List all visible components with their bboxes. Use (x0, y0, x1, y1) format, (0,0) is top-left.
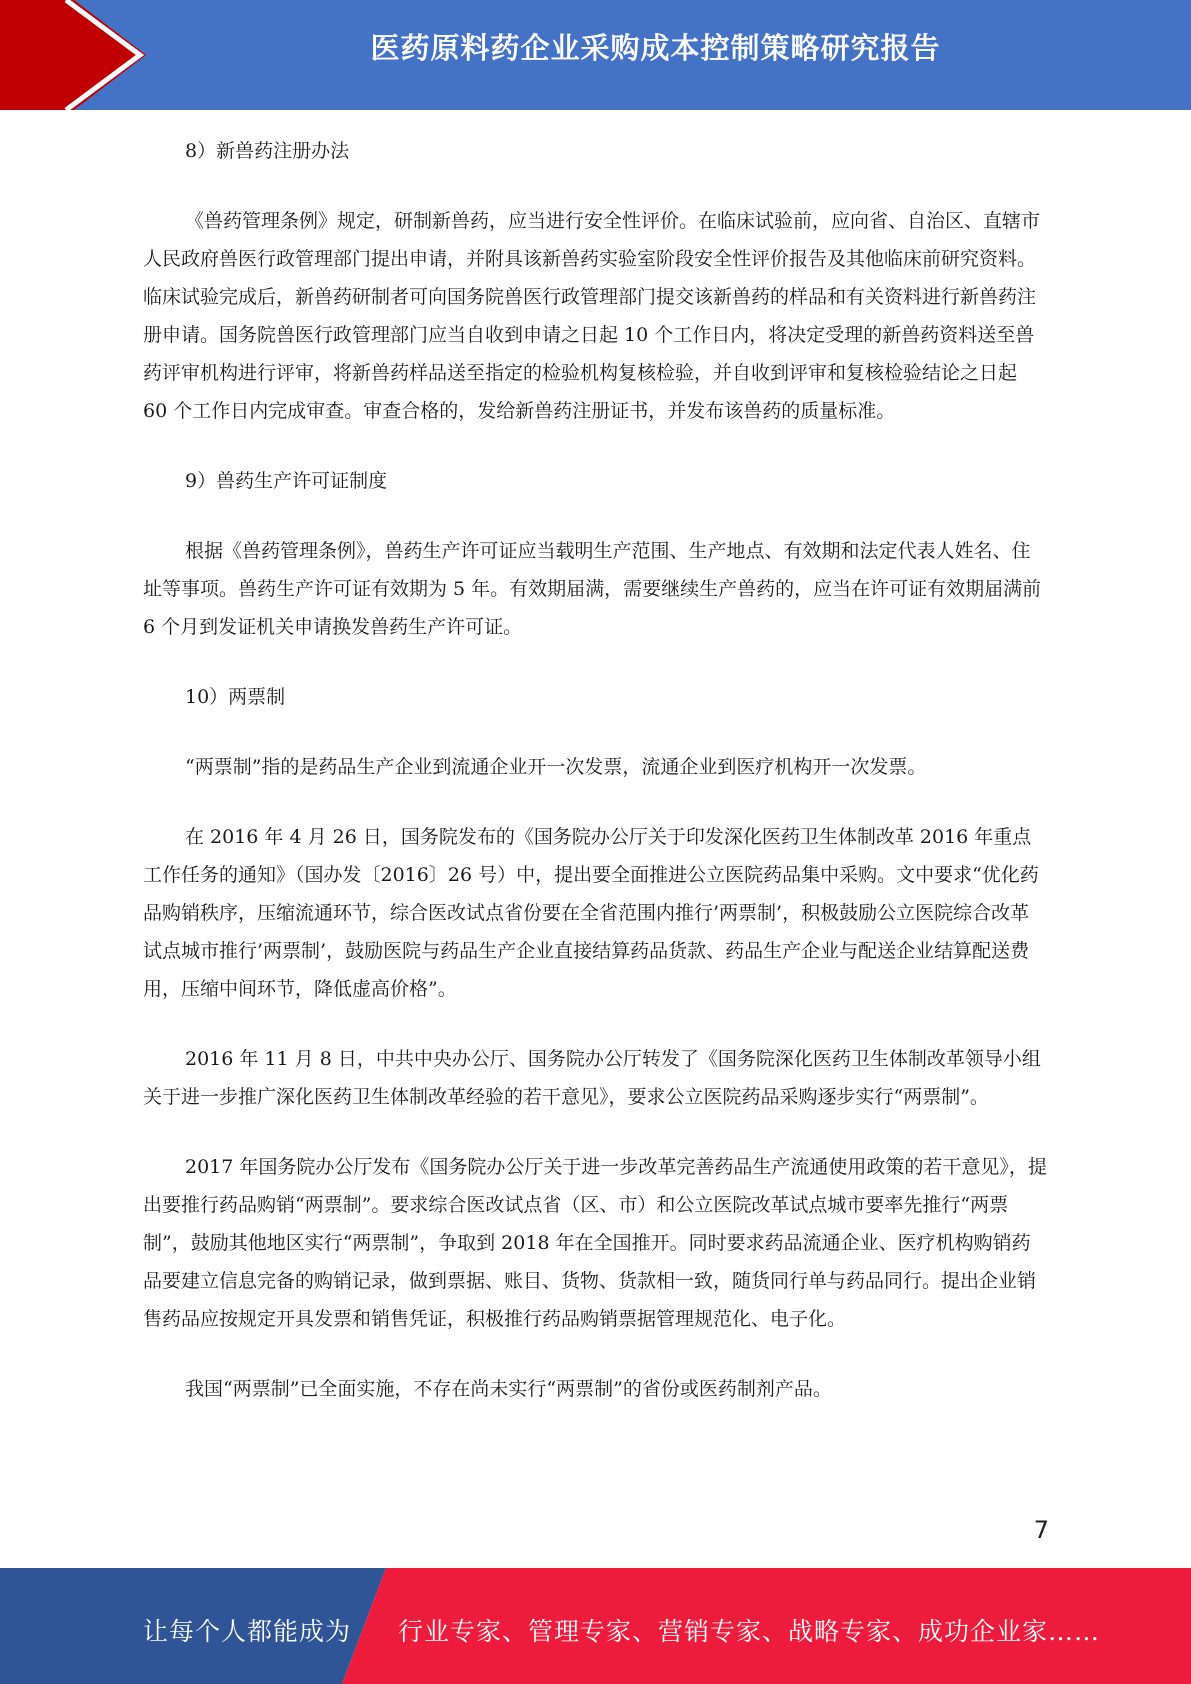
paragraph: 2016 年 11 月 8 日，中共中央办公厅、国务院办公厅转发了《国务院深化医药卫生体制改革领导小组关于进一步推广深化医药卫生体制改革经验的若干意见》，要求公立医院药品采购逐步实行“两票制”。 (143, 1048, 1041, 1108)
page-title: 医药原料药企业采购成本控制策略研究报告 (370, 31, 941, 65)
section-heading-8: 8）新兽药注册办法 (185, 140, 350, 162)
page-header (0, 0, 1191, 110)
section-heading-10: 10）两票制 (185, 686, 286, 708)
paragraph: 2017 年国务院办公厅发布《国务院办公厅关于进一步改革完善药品生产流通使用政策的若干意见》，提出要推行药品购销“两票制”。要求综合医改试点省（区、市）和公立医院改革试点城市要率先推行“两票制”，鼓励其他地区实行“两票制”，争取到 2018 年在全国推开。同时要求药品流通企业、医疗机构购销药品要建立信息完备的购销记录，做到票据、账目、货物、货款相一致，随货同行单与药品同行。提出企业销售药品应按规定开具发票和销售凭证，积极推行药品购销票据管理规范化、电子化。 (143, 1156, 1047, 1330)
header-arrow-icon (0, 0, 160, 110)
section-heading-9: 9）兽药生产许可证制度 (185, 470, 388, 492)
paragraph: 我国“两票制”已全面实施，不存在尚未实行“两票制”的省份或医药制剂产品。 (185, 1378, 832, 1400)
footer-slogan-right: 行业专家、管理专家、营销专家、战略专家、成功企业家…… (398, 1617, 1101, 1646)
paragraph: 根据《兽药管理条例》，兽药生产许可证应当载明生产范围、生产地点、有效期和法定代表人姓名、住址等事项。兽药生产许可证有效期为 5 年。有效期届满，需要继续生产兽药的，应当在许可证有效期届满前 6 个月到发证机关申请换发兽药生产许可证。 (143, 540, 1042, 638)
paragraph: “两票制”指的是药品生产企业到流通企业开一次发票，流通企业到医疗机构开一次发票。 (185, 756, 927, 778)
page-number: 7 (1033, 1516, 1049, 1544)
page-footer (0, 1568, 1191, 1684)
paragraph: 在 2016 年 4 月 26 日，国务院发布的《国务院办公厅关于印发深化医药卫生体制改革 2016 年重点工作任务的通知》（国办发〔2016〕26 号）中，提出要全面推进公立医院药品集中采购。文中要求“优化药品购销秩序，压缩流通环节，综合医改试点省份要在全省范围内推行’两票制’，积极鼓励公立医院综合改革试点城市推行’两票制’，鼓励医院与药品生产企业直接结算药品货款、药品生产企业与配送企业结算配送费用，压缩中间环节，降低虚高价格”。 (143, 826, 1039, 1000)
document-body (143, 132, 1047, 1440)
paragraph: 《兽药管理条例》规定，研制新兽药，应当进行安全性评价。在临床试验前，应向省、自治区、直辖市人民政府兽医行政管理部门提出申请，并附具该新兽药实验室阶段安全性评价报告及其他临床前研究资料。临床试验完成后，新兽药研制者可向国务院兽医行政管理部门提交该新兽药的样品和有关资料进行新兽药注册申请。国务院兽医行政管理部门应当自收到申请之日起 10 个工作日内，将决定受理的新兽药资料送至兽药评审机构进行评审，将新兽药样品送至指定的检验机构复核检验，并自收到评审和复核检验结论之日起 60 个工作日内完成审查。审查合格的，发给新兽药注册证书，并发布该兽药的质量标准。 (143, 210, 1041, 422)
footer-slogan-left: 让每个人都能成为 (143, 1617, 352, 1646)
